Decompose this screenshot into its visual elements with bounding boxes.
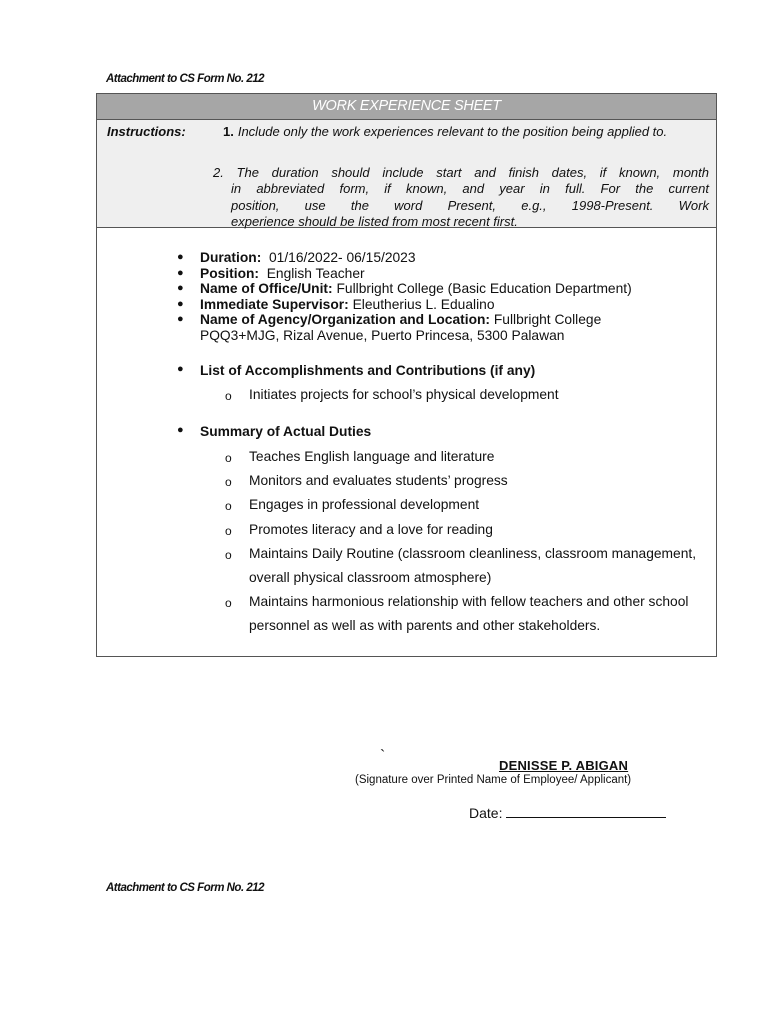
agency-row <box>173 312 713 343</box>
duties-heading <box>177 424 371 439</box>
agency-address: PQQ3+MJG, Rizal Avenue, Puerto Princesa, 5300 Palawan <box>200 327 565 343</box>
list-item <box>225 383 715 407</box>
supervisor-value: Eleutherius L. Edualino <box>352 296 495 312</box>
circle-bullet-icon: o <box>225 523 232 538</box>
list-item-text: Maintains harmonious relationship with fellow teachers and other school personnel as well as with parents and other stakeholders. <box>249 594 689 634</box>
list-item <box>225 590 715 638</box>
bullet-icon: ● <box>177 266 184 279</box>
list-item-text: Promotes literacy and a love for reading <box>249 521 493 537</box>
bullet-icon: ● <box>177 363 184 375</box>
list-item-text: Monitors and evaluates students’ progress <box>249 473 508 489</box>
instruction-item-1 <box>213 124 709 140</box>
bullet-icon: ● <box>177 251 184 263</box>
instruction-1-text: Include only the work experiences relevant to the position being applied to. <box>237 124 668 139</box>
list-item-text: Engages in professional development <box>249 497 480 513</box>
date-label: Date: <box>469 805 503 821</box>
bullet-icon: ● <box>177 313 184 325</box>
instruction-2-line: position, use the word Present, e.g., 1998-Present. Work <box>231 197 709 213</box>
circle-bullet-icon: o <box>225 547 232 562</box>
sheet-title: WORK EXPERIENCE SHEET <box>97 94 716 120</box>
accomplishments-heading <box>177 363 535 378</box>
accomplishments-heading-text: List of Accomplishments and Contributions (if any) <box>200 363 536 378</box>
office-label: Name of Office/Unit: <box>200 281 333 296</box>
office-row <box>173 281 713 297</box>
instructions-panel <box>97 120 716 228</box>
duration-label: Duration: <box>200 250 262 265</box>
attachment-label-bottom: Attachment to CS Form No. 212 <box>106 882 265 894</box>
position-label: Position: <box>200 265 260 281</box>
bullet-icon: ● <box>177 424 184 436</box>
signature-caption: (Signature over Printed Name of Employee/ Applicant) <box>355 774 632 786</box>
position-value: English Teacher <box>266 265 365 281</box>
duties-list <box>225 445 715 639</box>
employee-name: DENISSE P. ABIGAN <box>499 758 629 773</box>
duties-heading-text: Summary of Actual Duties <box>200 424 372 439</box>
instruction-item-2 <box>213 165 709 230</box>
date-blank-line[interactable] <box>506 805 666 818</box>
list-item-text: Teaches English language and literature <box>249 449 495 464</box>
instruction-2-line: 2. The duration should include start and finish dates, if known, month <box>213 165 709 180</box>
circle-bullet-icon: o <box>225 475 232 490</box>
circle-bullet-icon: o <box>225 389 232 403</box>
circle-bullet-icon: o <box>225 596 232 611</box>
signature-mark: ` <box>380 748 386 765</box>
attachment-label-top: Attachment to CS Form No. 212 <box>106 73 265 85</box>
circle-bullet-icon: o <box>225 499 232 514</box>
supervisor-label: Immediate Supervisor: <box>200 296 349 312</box>
list-item <box>225 518 715 542</box>
list-item <box>225 493 715 517</box>
agency-value: Fullbright College <box>493 312 602 327</box>
list-item <box>225 445 715 469</box>
duration-row <box>173 250 713 266</box>
circle-bullet-icon: o <box>225 451 232 465</box>
accomplishments-list <box>225 383 715 407</box>
list-item-text: Maintains Daily Routine (classroom cleanliness, classroom management, overall physical classroom atmosphere) <box>249 545 697 586</box>
bullet-icon: ● <box>177 297 184 310</box>
supervisor-row <box>173 297 713 313</box>
list-item <box>225 542 715 590</box>
office-value: Fullbright College (Basic Education Department) <box>336 281 632 296</box>
instructions-label: Instructions: <box>107 124 186 139</box>
date-row <box>469 805 666 821</box>
instruction-2-line: in abbreviated form, if known, and year in full. For the current <box>231 181 709 197</box>
instruction-1-number: 1. <box>223 124 234 139</box>
experience-details <box>173 250 713 343</box>
duration-value: 01/16/2022- 06/15/2023 <box>268 250 416 265</box>
list-item <box>225 469 715 493</box>
list-item-text: Initiates projects for school’s physical development <box>249 387 559 402</box>
position-row <box>173 266 713 282</box>
work-experience-sheet <box>96 93 717 657</box>
instruction-2-line: experience should be listed from most recent first. <box>231 213 518 229</box>
bullet-icon: ● <box>177 282 184 294</box>
agency-label: Name of Agency/Organization and Location: <box>200 312 491 327</box>
